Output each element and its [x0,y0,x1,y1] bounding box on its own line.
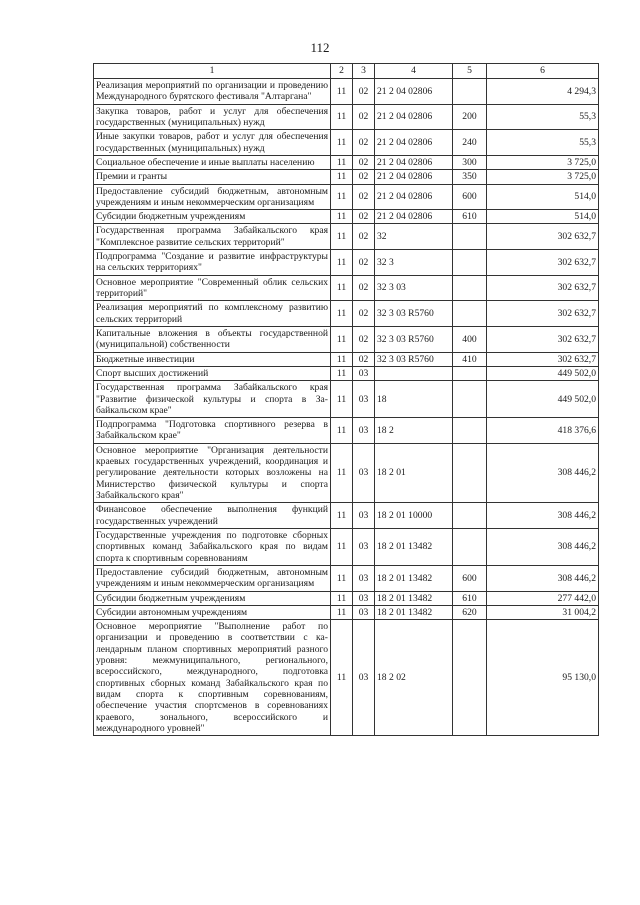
row-name-cell: Подпрограмма "Создание и развитие инфраструктуры на сельских территориях" [94,250,331,276]
row-name-cell: Основное мероприятие "Выполнение работ по организации и проведению в соответствии с календарным планом спортивных мероприятий разного уровня: межмуниципального, регионального, всероссийского, международного, подготовка спортивных сборных команд Забайкальского края по видам спорта к спортивным соревнованиям, обеспечение участия спортсменов в соревнованиях краевого, зонального, всероссийского и международного уровней" [94,620,331,736]
subsection-code-cell: 02 [353,210,375,224]
row-name-cell: Бюджетные инвестиции [94,352,331,366]
amount-cell: 31 004,2 [487,605,599,619]
target-code-cell: 18 2 [375,418,453,444]
expense-type-cell [453,250,487,276]
row-name-cell: Реализация мероприятий по комплексному развитию сельских территорий [94,301,331,327]
expense-type-cell [453,381,487,418]
table-row [94,130,599,156]
subsection-code-cell: 02 [353,170,375,184]
section-code-cell: 11 [331,528,353,565]
amount-cell: 302 632,7 [487,326,599,352]
section-code-cell: 11 [331,620,353,736]
expense-type-cell [453,503,487,529]
expense-type-cell [453,528,487,565]
expense-type-cell: 240 [453,130,487,156]
expense-type-cell: 200 [453,104,487,130]
expense-type-cell [453,418,487,444]
target-code-cell: 32 3 03 R5760 [375,352,453,366]
target-code-cell: 18 2 01 13482 [375,605,453,619]
section-code-cell: 11 [331,503,353,529]
table-row [94,184,599,210]
section-code-cell: 11 [331,326,353,352]
table-row [94,79,599,105]
target-code-cell: 21 2 04 02806 [375,184,453,210]
subsection-code-cell: 02 [353,79,375,105]
row-name-cell: Капитальные вложения в объекты государственной (муниципальной) собственности [94,326,331,352]
target-code-cell: 18 2 01 [375,443,453,503]
column-header: 3 [353,64,375,79]
subsection-code-cell: 03 [353,418,375,444]
subsection-code-cell: 03 [353,443,375,503]
expense-type-cell: 400 [453,326,487,352]
expense-type-cell: 610 [453,591,487,605]
budget-table [93,63,599,736]
table-row [94,352,599,366]
table-row [94,605,599,619]
amount-cell: 302 632,7 [487,301,599,327]
expense-type-cell: 600 [453,184,487,210]
section-code-cell: 11 [331,352,353,366]
table-row [94,528,599,565]
row-name-cell: Закупка товаров, работ и услуг для обеспечения государственных (муниципальных) нужд [94,104,331,130]
subsection-code-cell: 03 [353,366,375,380]
target-code-cell: 21 2 04 02806 [375,104,453,130]
section-code-cell: 11 [331,170,353,184]
table-row [94,418,599,444]
amount-cell: 308 446,2 [487,528,599,565]
column-header: 6 [487,64,599,79]
table-row [94,170,599,184]
row-name-cell: Предоставление субсидий бюджетным, автономным учреждениям и иным некоммерческим организациям [94,184,331,210]
table-row [94,443,599,503]
amount-cell: 514,0 [487,210,599,224]
section-code-cell: 11 [331,79,353,105]
table-row [94,591,599,605]
section-code-cell: 11 [331,275,353,301]
subsection-code-cell: 03 [353,620,375,736]
amount-cell: 449 502,0 [487,381,599,418]
row-name-cell: Социальное обеспечение и иные выплаты населению [94,155,331,169]
expense-type-cell: 620 [453,605,487,619]
amount-cell: 302 632,7 [487,250,599,276]
section-code-cell: 11 [331,301,353,327]
expense-type-cell [453,275,487,301]
subsection-code-cell: 02 [353,250,375,276]
table-row [94,275,599,301]
table-row [94,565,599,591]
target-code-cell: 32 3 03 R5760 [375,301,453,327]
section-code-cell: 11 [331,381,353,418]
subsection-code-cell: 03 [353,605,375,619]
amount-cell: 95 130,0 [487,620,599,736]
section-code-cell: 11 [331,443,353,503]
row-name-cell: Субсидии бюджетным учреждениям [94,591,331,605]
target-code-cell: 18 2 01 13482 [375,528,453,565]
table-row [94,381,599,418]
amount-cell: 3 725,0 [487,170,599,184]
subsection-code-cell: 02 [353,352,375,366]
section-code-cell: 11 [331,130,353,156]
subsection-code-cell: 02 [353,301,375,327]
subsection-code-cell: 03 [353,591,375,605]
section-code-cell: 11 [331,184,353,210]
target-code-cell: 18 2 01 13482 [375,591,453,605]
amount-cell: 308 446,2 [487,443,599,503]
table-row [94,224,599,250]
table-row [94,210,599,224]
column-header: 4 [375,64,453,79]
amount-cell: 55,3 [487,104,599,130]
section-code-cell: 11 [331,104,353,130]
target-code-cell: 21 2 04 02806 [375,210,453,224]
row-name-cell: Финансовое обеспечение выполнения функций государственных учреждений [94,503,331,529]
amount-cell: 302 632,7 [487,275,599,301]
section-code-cell: 11 [331,210,353,224]
row-name-cell: Субсидии бюджетным учреждениям [94,210,331,224]
amount-cell: 308 446,2 [487,565,599,591]
subsection-code-cell: 02 [353,155,375,169]
amount-cell: 449 502,0 [487,366,599,380]
table-row [94,104,599,130]
row-name-cell: Иные закупки товаров, работ и услуг для обеспечения государственных (муниципальных) нужд [94,130,331,156]
amount-cell: 4 294,3 [487,79,599,105]
subsection-code-cell: 02 [353,104,375,130]
subsection-code-cell: 03 [353,503,375,529]
amount-cell: 302 632,7 [487,352,599,366]
row-name-cell: Предоставление субсидий бюджетным, автономным учреждениям и иным некоммерческим организациям [94,565,331,591]
target-code-cell [375,366,453,380]
target-code-cell: 21 2 04 02806 [375,79,453,105]
expense-type-cell: 350 [453,170,487,184]
amount-cell: 514,0 [487,184,599,210]
row-name-cell: Государственная программа Забайкальского края "Комплексное развитие сельских территорий" [94,224,331,250]
amount-cell: 308 446,2 [487,503,599,529]
expense-type-cell [453,443,487,503]
row-name-cell: Государственная программа Забайкальского края "Развитие физической культуры и спорта в Забайкальском крае" [94,381,331,418]
row-name-cell: Основное мероприятие "Современный облик сельских территорий" [94,275,331,301]
target-code-cell: 32 [375,224,453,250]
target-code-cell: 18 2 01 13482 [375,565,453,591]
table-row [94,326,599,352]
amount-cell: 55,3 [487,130,599,156]
section-code-cell: 11 [331,155,353,169]
section-code-cell: 11 [331,366,353,380]
target-code-cell: 21 2 04 02806 [375,155,453,169]
row-name-cell: Реализация мероприятий по организации и проведению Международного бурятского фестиваля "Алтаргана" [94,79,331,105]
section-code-cell: 11 [331,418,353,444]
table-row [94,620,599,736]
table-row [94,250,599,276]
row-name-cell: Основное мероприятие "Организация деятельности краевых государственных учреждений, координация и регулирование деятельности которых возложены на Министерство физической культуры и спорта Забайкальского края" [94,443,331,503]
expense-type-cell [453,224,487,250]
subsection-code-cell: 02 [353,130,375,156]
target-code-cell: 32 3 03 R5760 [375,326,453,352]
expense-type-cell [453,366,487,380]
table-row [94,366,599,380]
amount-cell: 418 376,6 [487,418,599,444]
column-header: 2 [331,64,353,79]
subsection-code-cell: 03 [353,528,375,565]
expense-type-cell: 300 [453,155,487,169]
expense-type-cell: 600 [453,565,487,591]
section-code-cell: 11 [331,591,353,605]
column-header: 5 [453,64,487,79]
section-code-cell: 11 [331,605,353,619]
table-header-row [94,64,599,79]
target-code-cell: 18 2 01 10000 [375,503,453,529]
subsection-code-cell: 03 [353,565,375,591]
amount-cell: 3 725,0 [487,155,599,169]
row-name-cell: Спорт высших достижений [94,366,331,380]
subsection-code-cell: 02 [353,184,375,210]
target-code-cell: 18 2 02 [375,620,453,736]
section-code-cell: 11 [331,565,353,591]
subsection-code-cell: 02 [353,326,375,352]
subsection-code-cell: 02 [353,224,375,250]
expense-type-cell [453,620,487,736]
section-code-cell: 11 [331,224,353,250]
row-name-cell: Премии и гранты [94,170,331,184]
target-code-cell: 21 2 04 02806 [375,130,453,156]
target-code-cell: 32 3 [375,250,453,276]
expense-type-cell: 410 [453,352,487,366]
section-code-cell: 11 [331,250,353,276]
target-code-cell: 32 3 03 [375,275,453,301]
expense-type-cell: 610 [453,210,487,224]
column-header: 1 [94,64,331,79]
row-name-cell: Подпрограмма "Подготовка спортивного резерва в Забайкальском крае" [94,418,331,444]
subsection-code-cell: 02 [353,275,375,301]
table-row [94,155,599,169]
subsection-code-cell: 03 [353,381,375,418]
amount-cell: 302 632,7 [487,224,599,250]
row-name-cell: Субсидии автономным учреждениям [94,605,331,619]
amount-cell: 277 442,0 [487,591,599,605]
target-code-cell: 21 2 04 02806 [375,170,453,184]
table-row [94,301,599,327]
expense-type-cell [453,301,487,327]
page-number: 112 [310,40,330,55]
row-name-cell: Государственные учреждения по подготовке сборных спортивных команд Забайкальского края по видам спорта к спортивным соревнованиям [94,528,331,565]
target-code-cell: 18 [375,381,453,418]
table-row [94,503,599,529]
expense-type-cell [453,79,487,105]
